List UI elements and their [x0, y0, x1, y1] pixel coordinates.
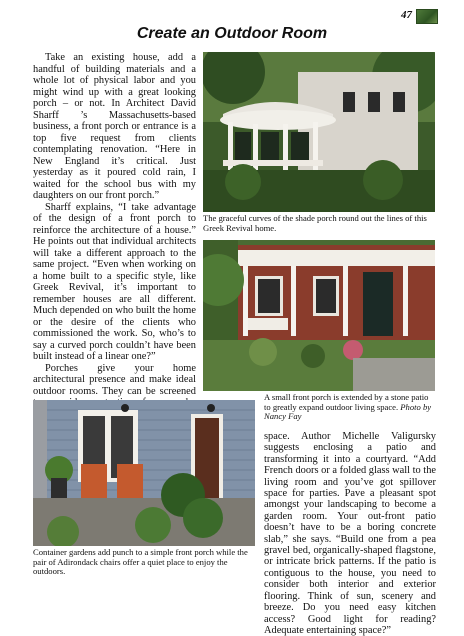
corner-thumbnail-icon: [416, 9, 438, 24]
photo-stone-patio-porch: [203, 240, 435, 391]
photo2-credit: Photo by Nancy Fay: [264, 401, 432, 422]
page-title: Create an Outdoor Room: [136, 25, 328, 42]
paragraph: Take an existing house, add a handful of building materials and a whole lot of physical labor and you might wind up with a great looking porch – or not. In Architect David Sharff ’s Massachusetts-based business, a front porch or entrance is a top five request from clients contemplating renovation. “Here in New England it’s critical. Just yesterday as it poured cold rain, I waited for the school bus with my daughters on our front porch.”: [33, 52, 196, 201]
paragraph: Sharff explains, “I take advantage of the design of a front porch to reinforce the architecture of a house.” He points out that individual architects will take a different approach to the same project. “Even when working on a home built to a specific style, like Greek Revival, it’s important to remember houses are all different. Much depended on who built the home or the desire of the clients who commissioned the work. So, who’s to say a curved porch couldn’t have been built instead of a linear one?”: [33, 201, 196, 362]
right-column-text: [264, 431, 436, 636]
paragraph: space. Author Michelle Valigursky suggests enclosing a patio and transforming it into a courtyard. “Add French doors or a folded glass wall to the living room and you’ve got spillover space for parties. Pave a pleasant spot amongst your landscaping to become a garden room. Your out-front patio doesn’t have to be a boring concrete slab,” she says. “Build one from a pea gravel bed, organically-shaped flagstone, or intricate brick patterns. If the patio is contiguous to the house, you need to consider both interior and exterior flooring. Think of sun, scenery and breeze. Do you need easy kitchen access? Good light for reading? Adequate entertaining space?”: [264, 431, 436, 636]
photo-adirondack-porch: [33, 400, 255, 546]
photo1-caption: The graceful curves of the shade porch round out the lines of this Greek Revival home.: [203, 213, 427, 233]
photo-curved-porch: [203, 52, 435, 212]
photo2-caption-text: A small front porch is extended by a stone patio to greatly expand outdoor living space.: [264, 392, 429, 412]
paragraph: Porches give your home architectural presence and make ideal outdoor rooms. They can be screened: [33, 362, 196, 397]
photo2-caption: [264, 393, 436, 422]
page-number: 47: [401, 9, 412, 21]
photo3-caption: Container gardens add punch to a simple front porch while the pair of Adirondack chairs offer a quiet place to enjoy the outdoors.: [33, 547, 248, 577]
